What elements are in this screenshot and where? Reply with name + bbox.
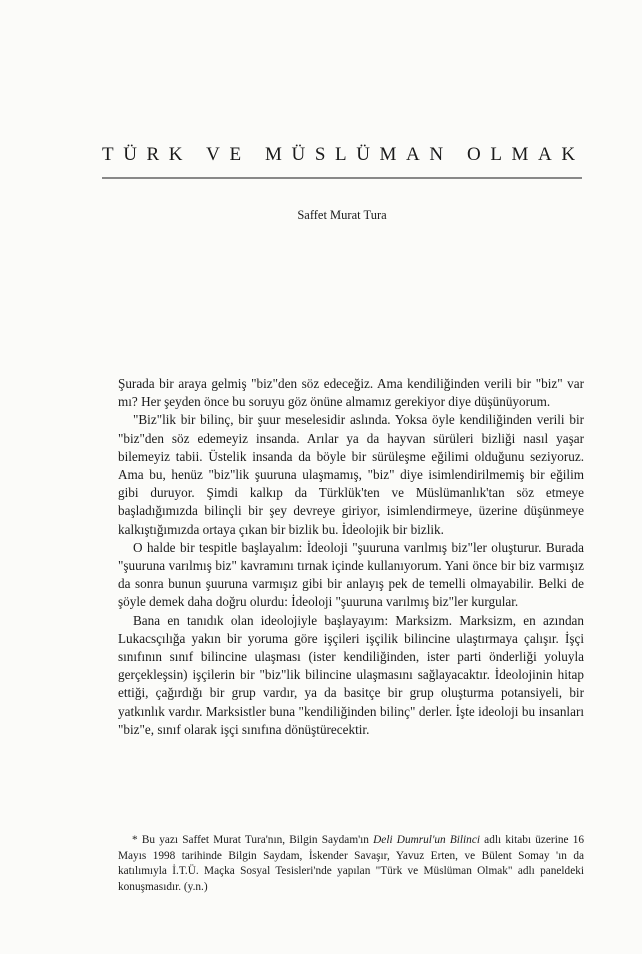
- footnote-text-start: * Bu yazı Saffet Murat Tura'nın, Bilgin Saydam'ın: [132, 834, 374, 846]
- author-name: Saffet Murat Tura: [297, 208, 387, 222]
- paragraph: Bana en tanıdık olan ideolojiyle başlayayım: Marksizm. Marksizm, en azından Lukacsçılığa yakın bir yoruma göre işçileri işçilik bilincine ulaştırmaya çalışır. İşçi sınıfının sınıf bilincine ulaşması (ister kendiliğinden, ister parti önderliği yoluyla gerçekleşsin) işçilerin bir "biz"lik bilincine ulaşmasını sağlayacaktır. İdeolojinin hitap ettiği, çağırdığı bir grup vardır, ya da basitçe bir grup oluşturma potansiyeli, bir yatkınlık vardır. Marksistler buna "kendiliğinden bilinç" derler. İşte ideoloji bu insanları "biz"e, sınıf olarak işçi sınıfına dönüştürecektir.: [118, 612, 584, 737]
- paragraph: O halde bir tespitle başlayalım: İdeoloji "şuuruna varılmış biz"ler oluşturur. Burada "şuuruna varılmış biz" kavramını tırnak içinde kullanıyorum. Yani önce bir biz varmışız da sonra bunun şuuruna varmışız gibi bir anlayış pek de temelli olmayabilir. Belki de şöyle demek daha doğru olurdu: İdeoloji "şuuruna varılmış biz"ler kurgular.: [118, 539, 584, 610]
- paragraph: Şurada bir araya gelmiş "biz"den söz edeceğiz. Ama kendiliğinden verili bir "biz" var mı? Her şeyden önce bu soruyu göz önüne almamız gerekiyor diye düşünüyorum.: [118, 376, 584, 410]
- footnote-text-end: adlı kitabı üzerine 16 Mayıs 1998 tarihinde Bilgin Saydam, İskender Savaşır, Yavuz Erten, ve Bülent Somay 'ın da katılımıyla İ.T.Ü. Maçka Sosyal Tesisleri'nde yapılan "Türk ve Müslüman Olmak" adlı paneldeki konuşmasıdır. (y.n.): [118, 834, 584, 893]
- article-title: TÜRK VE MÜSLÜMAN OLMAK: [102, 144, 585, 165]
- footnote: [118, 833, 584, 895]
- title-underline-rule: [102, 177, 582, 179]
- footnote-book-title: Deli Dumrul'un Bilinci: [373, 834, 480, 846]
- article-body: [118, 375, 584, 739]
- paragraph: "Biz"lik bir bilinç, bir şuur meselesidir aslında. Yoksa öyle kendiliğinden verili bir "biz"den söz edemeyiz insanda. Arılar ya da hayvan sürüleri bizliği nasıl yaşar bilemeyiz tabii. Üstelik insanda da böyle bir sürüleşme eğilimi olduğunu seziyoruz. Ama bu, henüz "biz"lik şuuruna ulaşmamış, "biz" diye isimlendirilmemiş bir eğilim gibi duruyor. Şimdi kalkıp da Türklük'ten ve Müslümanlık'tan söz etmeye başladığımızda bilinçli bir şey devreye giriyor, isimlendirmeye, üzerine düşünmeye kalkıştığımızda ortaya çıkan bir bizlik bu. İdeolojik bir bizlik.: [118, 412, 584, 537]
